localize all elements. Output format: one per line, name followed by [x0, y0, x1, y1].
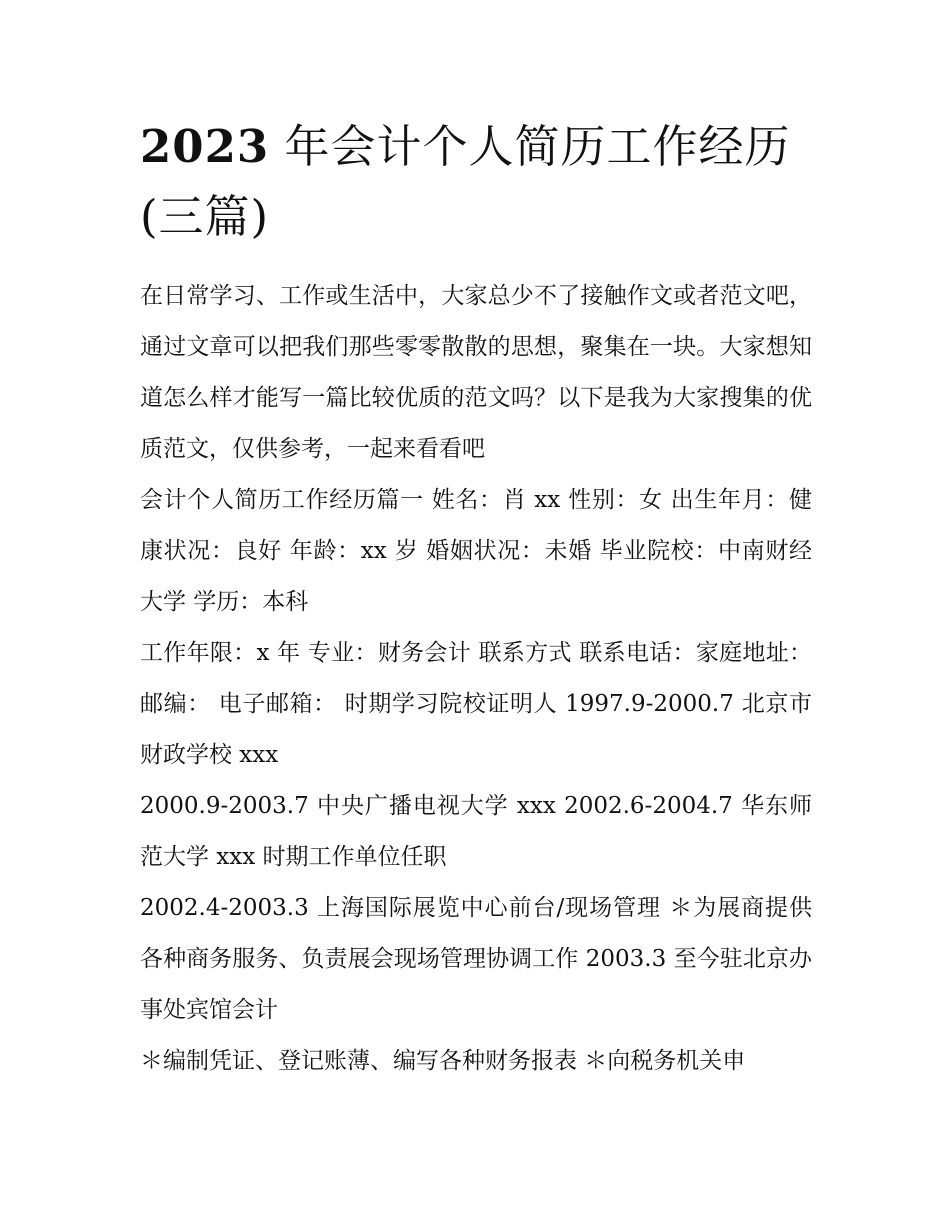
- paragraph-work-history: 2002.4-2003.3 上海国际展览中心前台/现场管理 ＊为展商提供各种商务服务、负责展会现场管理协调工作 2003.3 至今驻北京办事处宾馆会计: [140, 895, 812, 1023]
- title-text: 年会计个人简历工作经历(三篇): [140, 120, 791, 243]
- paragraph-contact-education: 工作年限：x 年 专业：财务会计 联系方式 联系电话：家庭地址：邮编： 电子邮箱： 时期学习院校证明人 1997.9-2000.7 北京市财政学校 xxx: [140, 640, 812, 768]
- paragraph-education-continued: 2000.9-2003.7 中央广播电视大学 xxx 2002.6-2004.7 华东师范大学 xxx 时期工作单位任职: [140, 793, 812, 870]
- document-page: [140, 112, 812, 1087]
- paragraph-duties: ＊编制凭证、登记账薄、编写各种财务报表 ＊向税务机关申: [140, 1048, 746, 1074]
- document-body: [140, 271, 812, 1087]
- paragraph-intro: 在日常学习、工作或生活中，大家总少不了接触作文或者范文吧，通过文章可以把我们那些零零散散的思想，聚集在一块。大家想知道怎么样才能写一篇比较优质的范文吗？以下是我为大家搜集的优质范文，仅供参考，一起来看看吧: [140, 283, 812, 462]
- document-title: [140, 112, 812, 252]
- paragraph-personal-info: 会计个人简历工作经历篇一 姓名：肖 xx 性别：女 出生年月：健康状况：良好 年龄：xx 岁 婚姻状况：未婚 毕业院校：中南财经大学 学历：本科: [140, 487, 812, 615]
- title-year: 2023: [140, 120, 270, 173]
